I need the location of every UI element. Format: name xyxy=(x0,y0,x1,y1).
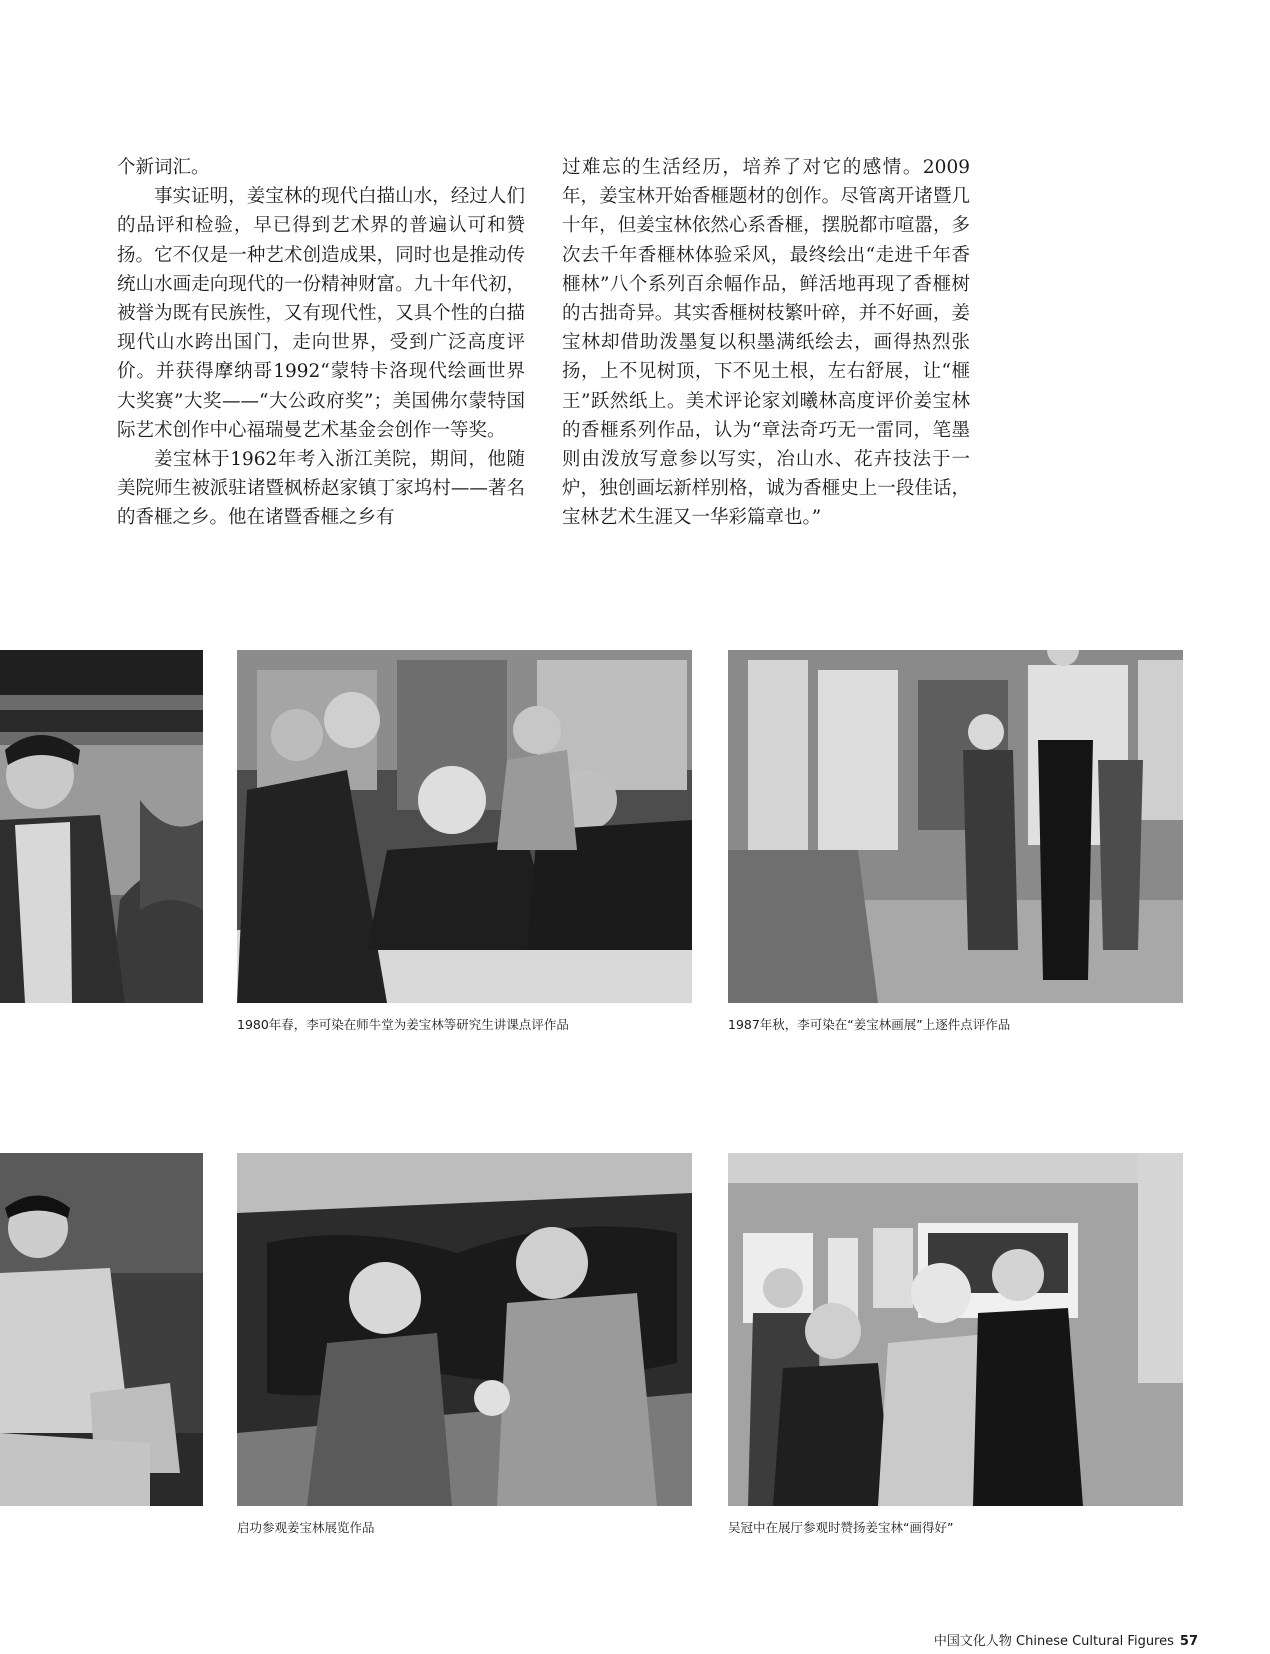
page-number: 57 xyxy=(1179,1634,1198,1649)
article-column-left xyxy=(117,153,525,533)
photo-caption: 启功参观姜宝林展览作品 xyxy=(237,1520,375,1535)
photo-wu-guanzhong-visit xyxy=(728,1153,1183,1506)
photo-lecture-1980 xyxy=(237,650,692,1003)
publication-name: 中国文化人物 Chinese Cultural Figures xyxy=(933,1634,1174,1649)
photo-qigong-visit xyxy=(237,1153,692,1506)
paragraph: 个新词汇。 xyxy=(117,157,210,178)
photo-caption: 1987年秋，李可染在“姜宝林画展”上逐件点评作品 xyxy=(728,1017,1011,1032)
photo-exhibition-1987 xyxy=(728,650,1183,1003)
photo-caption: 吴冠中在展厅参观时赞扬姜宝林“画得好” xyxy=(728,1520,954,1535)
paragraph: 姜宝林于1962年考入浙江美院，期间，他随美院师生被派驻诸暨枫桥赵家镇丁家坞村——著名的香榧之乡。他在诸暨香榧之乡有 xyxy=(117,449,525,529)
photo-caption: 1980年春，李可染在师牛堂为姜宝林等研究生讲课点评作品 xyxy=(237,1017,569,1032)
photo-portrait-smiling xyxy=(0,1153,203,1506)
paragraph: 过难忘的生活经历，培养了对它的感情。2009年，姜宝林开始香榧题材的创作。尽管离开诸暨几十年，但姜宝林依然心系香榧，摆脱都市喧嚣，多次去千年香榧林体验采风，最终绘出“走进千年香榧林”八个系列百余幅作品，鲜活地再现了香榧树的古拙奇异。其实香榧树枝繁叶碎，并不好画，姜宝林却借助泼墨复以积墨满纸绘去，画得热烈张扬，上不见树顶，下不见土根，左右舒展，让“榧王”跃然纸上。美术评论家刘曦林高度评价姜宝林的香榧系列作品，认为“章法奇巧无一雷同，笔墨则由泼放写意参以写实，冶山水、花卉技法于一炉，独创画坛新样别格，诚为香榧史上一段佳话，宝林艺术生涯又一华彩篇章也。” xyxy=(562,157,970,529)
page-footer xyxy=(934,1630,1198,1649)
article-column-right xyxy=(562,153,970,533)
paragraph: 事实证明，姜宝林的现代白描山水，经过人们的品评和检验，早已得到艺术界的普遍认可和赞扬。它不仅是一种艺术创造成果，同时也是推动传统山水画走向现代的一份精神财富。九十年代初，被誉为既有民族性，又有现代性，又具个性的白描现代山水跨出国门，走向世界，受到广泛高度评价。并获得摩纳哥1992“蒙特卡洛现代绘画世界大奖赛”大奖——“大公政府奖”；美国佛尔蒙特国际艺术创作中心福瑞曼艺术基金会创作一等奖。 xyxy=(117,186,525,441)
photo-portrait-seated xyxy=(0,650,203,1003)
